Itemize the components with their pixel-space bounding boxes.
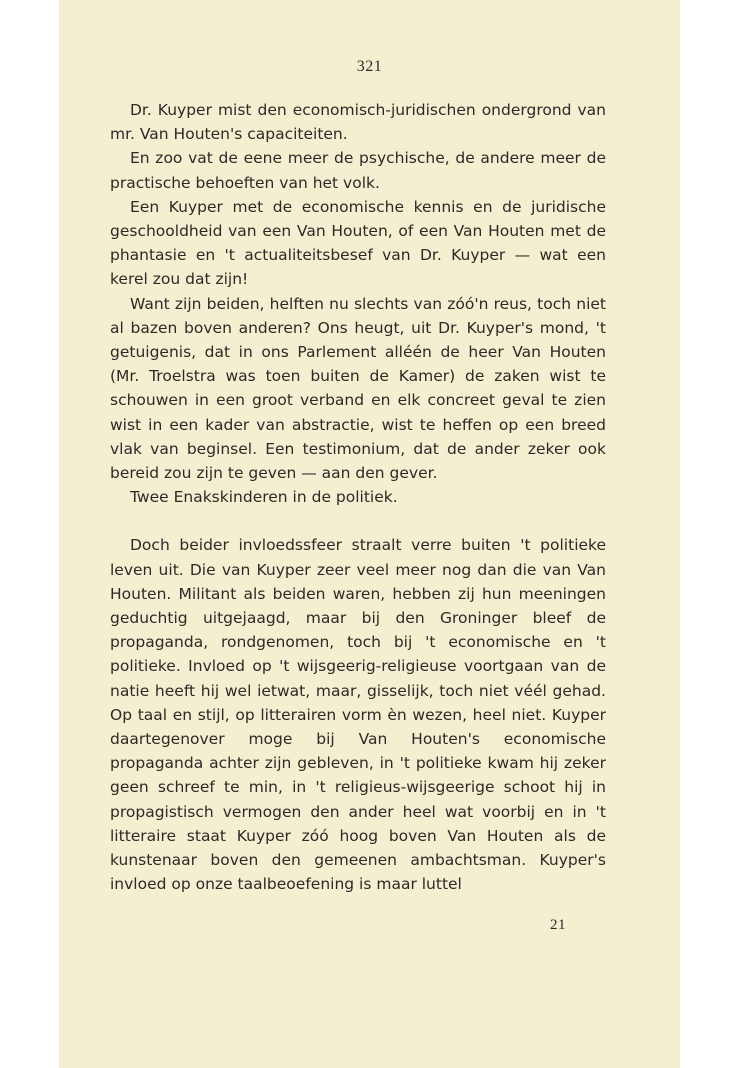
paragraph: Doch beider invloedssfeer straalt verre buiten 't politieke leven uit. Die van Kuyper zeer veel meer nog dan die van Van Houten. Militant als beiden waren, hebben zij hun meeningen geduchtig uitgejaagd, maar bij den Groninger bleef de propaganda, rondgenomen, toch bij 't economische en 't politieke. Invloed op 't wijsgeerig-religieuse voortgaan van de natie heeft hij wel ietwat, maar, gisselijk, toch niet véél gehad. Op taal en stijl, op litterairen vorm èn wezen, heel niet. Kuyper daartegenover moge bij Van Houten's economische propaganda achter zijn gebleven, in 't politieke kwam hij zeker geen schreef te min, in 't religieus-wijsgeerige schoot hij in propagistisch vermogen den ander heel wat voorbij en in 't litteraire staat Kuyper zóó hoog boven Van Houten als de kunstenaar boven den gemeenen ambachtsman. Kuyper's invloed op onze taalbeoefening is maar luttel	[110, 536, 606, 894]
body-text	[110, 98, 606, 897]
signature-mark: 21	[550, 917, 566, 933]
paragraph: Want zijn beiden, helften nu slechts van zóó'n reus, toch niet al bazen boven anderen? Ons heugt, uit Dr. Kuyper's mond, 't getuigenis, dat in ons Parlement alléén de heer Van Houten (Mr. Troelstra was toen buiten de Kamer) de zaken wist te schouwen in een groot verband en elk concreet geval te zien wist in een kader van abstractie, wist te heffen op een breed vlak van beginsel. Een testimonium, dat de ander zeker ook bereid zou zijn te geven — aan den gever.	[110, 294, 606, 483]
section-break	[110, 509, 606, 533]
paragraph: En zoo vat de eene meer de psychische, de andere meer de practische behoeften van het volk.	[110, 149, 606, 192]
page-number: 321	[356, 58, 383, 75]
paragraph: Een Kuyper met de economische kennis en de juridische geschooldheid van een Van Houten, of een Van Houten met de phantasie en 't actualiteitsbesef van Dr. Kuyper — wat een kerel zou dat zijn!	[110, 197, 606, 289]
paragraph: Twee Enakskinderen in de politiek.	[130, 488, 398, 507]
book-page	[59, 0, 680, 1068]
paragraph: Dr. Kuyper mist den economisch-juridischen ondergrond van mr. Van Houten's capaciteiten.	[110, 101, 606, 144]
